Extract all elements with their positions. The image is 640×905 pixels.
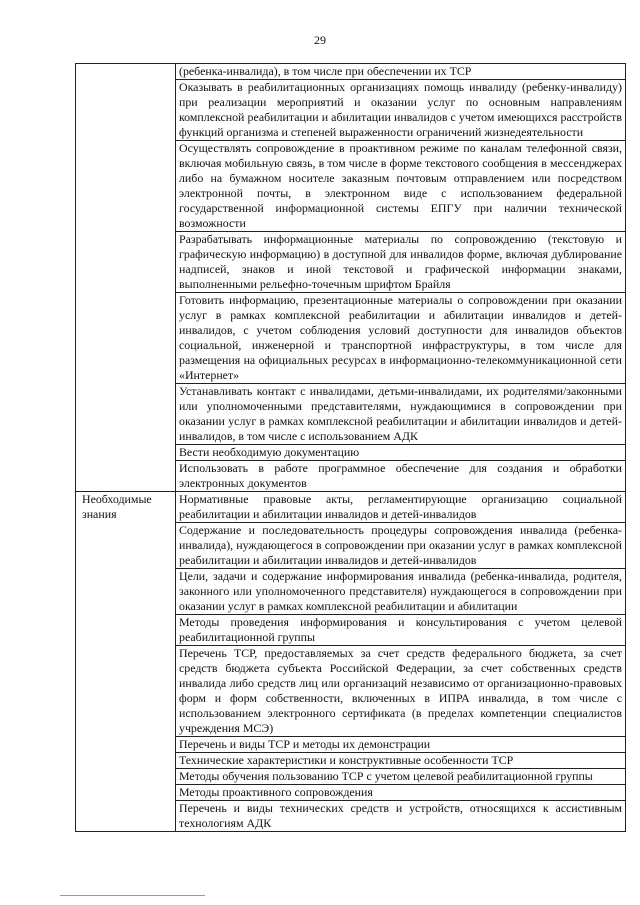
requirement-item: Перечень и виды ТСР и методы их демонстрации (176, 737, 626, 753)
requirement-item: Разрабатывать информационные материалы по сопровождению (текстовую и графическую информацию) в доступной для инвалидов форме, включая дублирование надписей, знаков и иной текстовой и графической информации знаками, выполненными рельефно-точечным шрифтом Брайля (176, 232, 626, 293)
requirement-item: Методы проведения информирования и консультирования с учетом целевой реабилитационной группы (176, 615, 626, 646)
table-body (76, 64, 626, 832)
section-label: Необходимые знания (76, 492, 176, 832)
requirement-item: Перечень ТСР, предоставляемых за счет средств федерального бюджета, за счет средств бюджета субъекта Российской Федерации, за счет собственных средств инвалида либо средств лиц или организаций независимо от организационно-правовых форм и форм собственности, включенных в ИПРА инвалида, в том числе с использованием электронного сертификата (в пределах компетенции специалистов учреждения МСЭ) (176, 646, 626, 737)
requirement-item: Методы обучения пользованию ТСР с учетом целевой реабилитационной группы (176, 769, 626, 785)
requirement-item: Использовать в работе программное обеспечение для создания и обработки электронных документов (176, 461, 626, 492)
table-row (76, 64, 626, 80)
requirements-table (75, 63, 626, 832)
requirement-item: Вести необходимую документацию (176, 445, 626, 461)
requirement-item: (ребенка-инвалида), в том числе при обеспечении их ТСР (176, 64, 626, 80)
requirement-item: Технические характеристики и конструктивные особенности ТСР (176, 753, 626, 769)
requirement-item: Нормативные правовые акты, регламентирующие организацию социальной реабилитации и абилитации инвалидов и детей-инвалидов (176, 492, 626, 523)
requirement-item: Устанавливать контакт с инвалидами, детьми-инвалидами, их родителями/законными или уполномоченными представителями, нуждающимися в сопровождении при оказании услуг в рамках комплексной реабилитации и абилитации инвалидов и детей-инвалидов, в том числе с использованием АДК (176, 384, 626, 445)
table-row (76, 492, 626, 523)
section-label (76, 64, 176, 492)
requirement-item: Цели, задачи и содержание информирования инвалида (ребенка-инвалида, родителя, законного или уполномоченного представителя) нуждающегося в сопровождении при оказании услуг в рамках комплексной реабилитации и абилитации (176, 569, 626, 615)
requirement-item: Перечень и виды технических средств и устройств, относящихся к ассистивным технологиям АДК (176, 801, 626, 832)
footnote-divider (60, 895, 205, 896)
requirement-item: Содержание и последовательность процедуры сопровождения инвалида (ребенка-инвалида), нуждающегося в сопровождении при оказании услуг в рамках комплексной реабилитации и абилитации инвалидов и детей-инвалидов (176, 523, 626, 569)
requirement-item: Осуществлять сопровождение в проактивном режиме по каналам телефонной связи, включая мобильную связь, в том числе в форме текстового сообщения в мессенджерах либо на бумажном носителе заказным почтовым отправлением или посредством электронной почты, в электронном виде с использованием федеральной государственной информационной системы ЕПГУ при наличии технической возможности (176, 141, 626, 232)
requirement-item: Методы проактивного сопровождения (176, 785, 626, 801)
requirement-item: Готовить информацию, презентационные материалы о сопровождении при оказании услуг в рамках комплексной реабилитации и абилитации инвалидов и детей-инвалидов, с учетом соблюдения условий доступности для инвалидов объектов социальной, инженерной и транспортной инфраструктуры, в том числе для размещения на официальных ресурсах в информационно-телекоммуникационной сети «Интернет» (176, 293, 626, 384)
page-number: 29 (314, 33, 326, 47)
requirement-item: Оказывать в реабилитационных организациях помощь инвалиду (ребенку-инвалиду) при реализации мероприятий и оказании услуг по основным направлениям комплексной реабилитации и абилитации инвалидов с учетом имеющихся расстройств функций организма и степеней выраженности ограничений жизнедеятельности (176, 80, 626, 141)
